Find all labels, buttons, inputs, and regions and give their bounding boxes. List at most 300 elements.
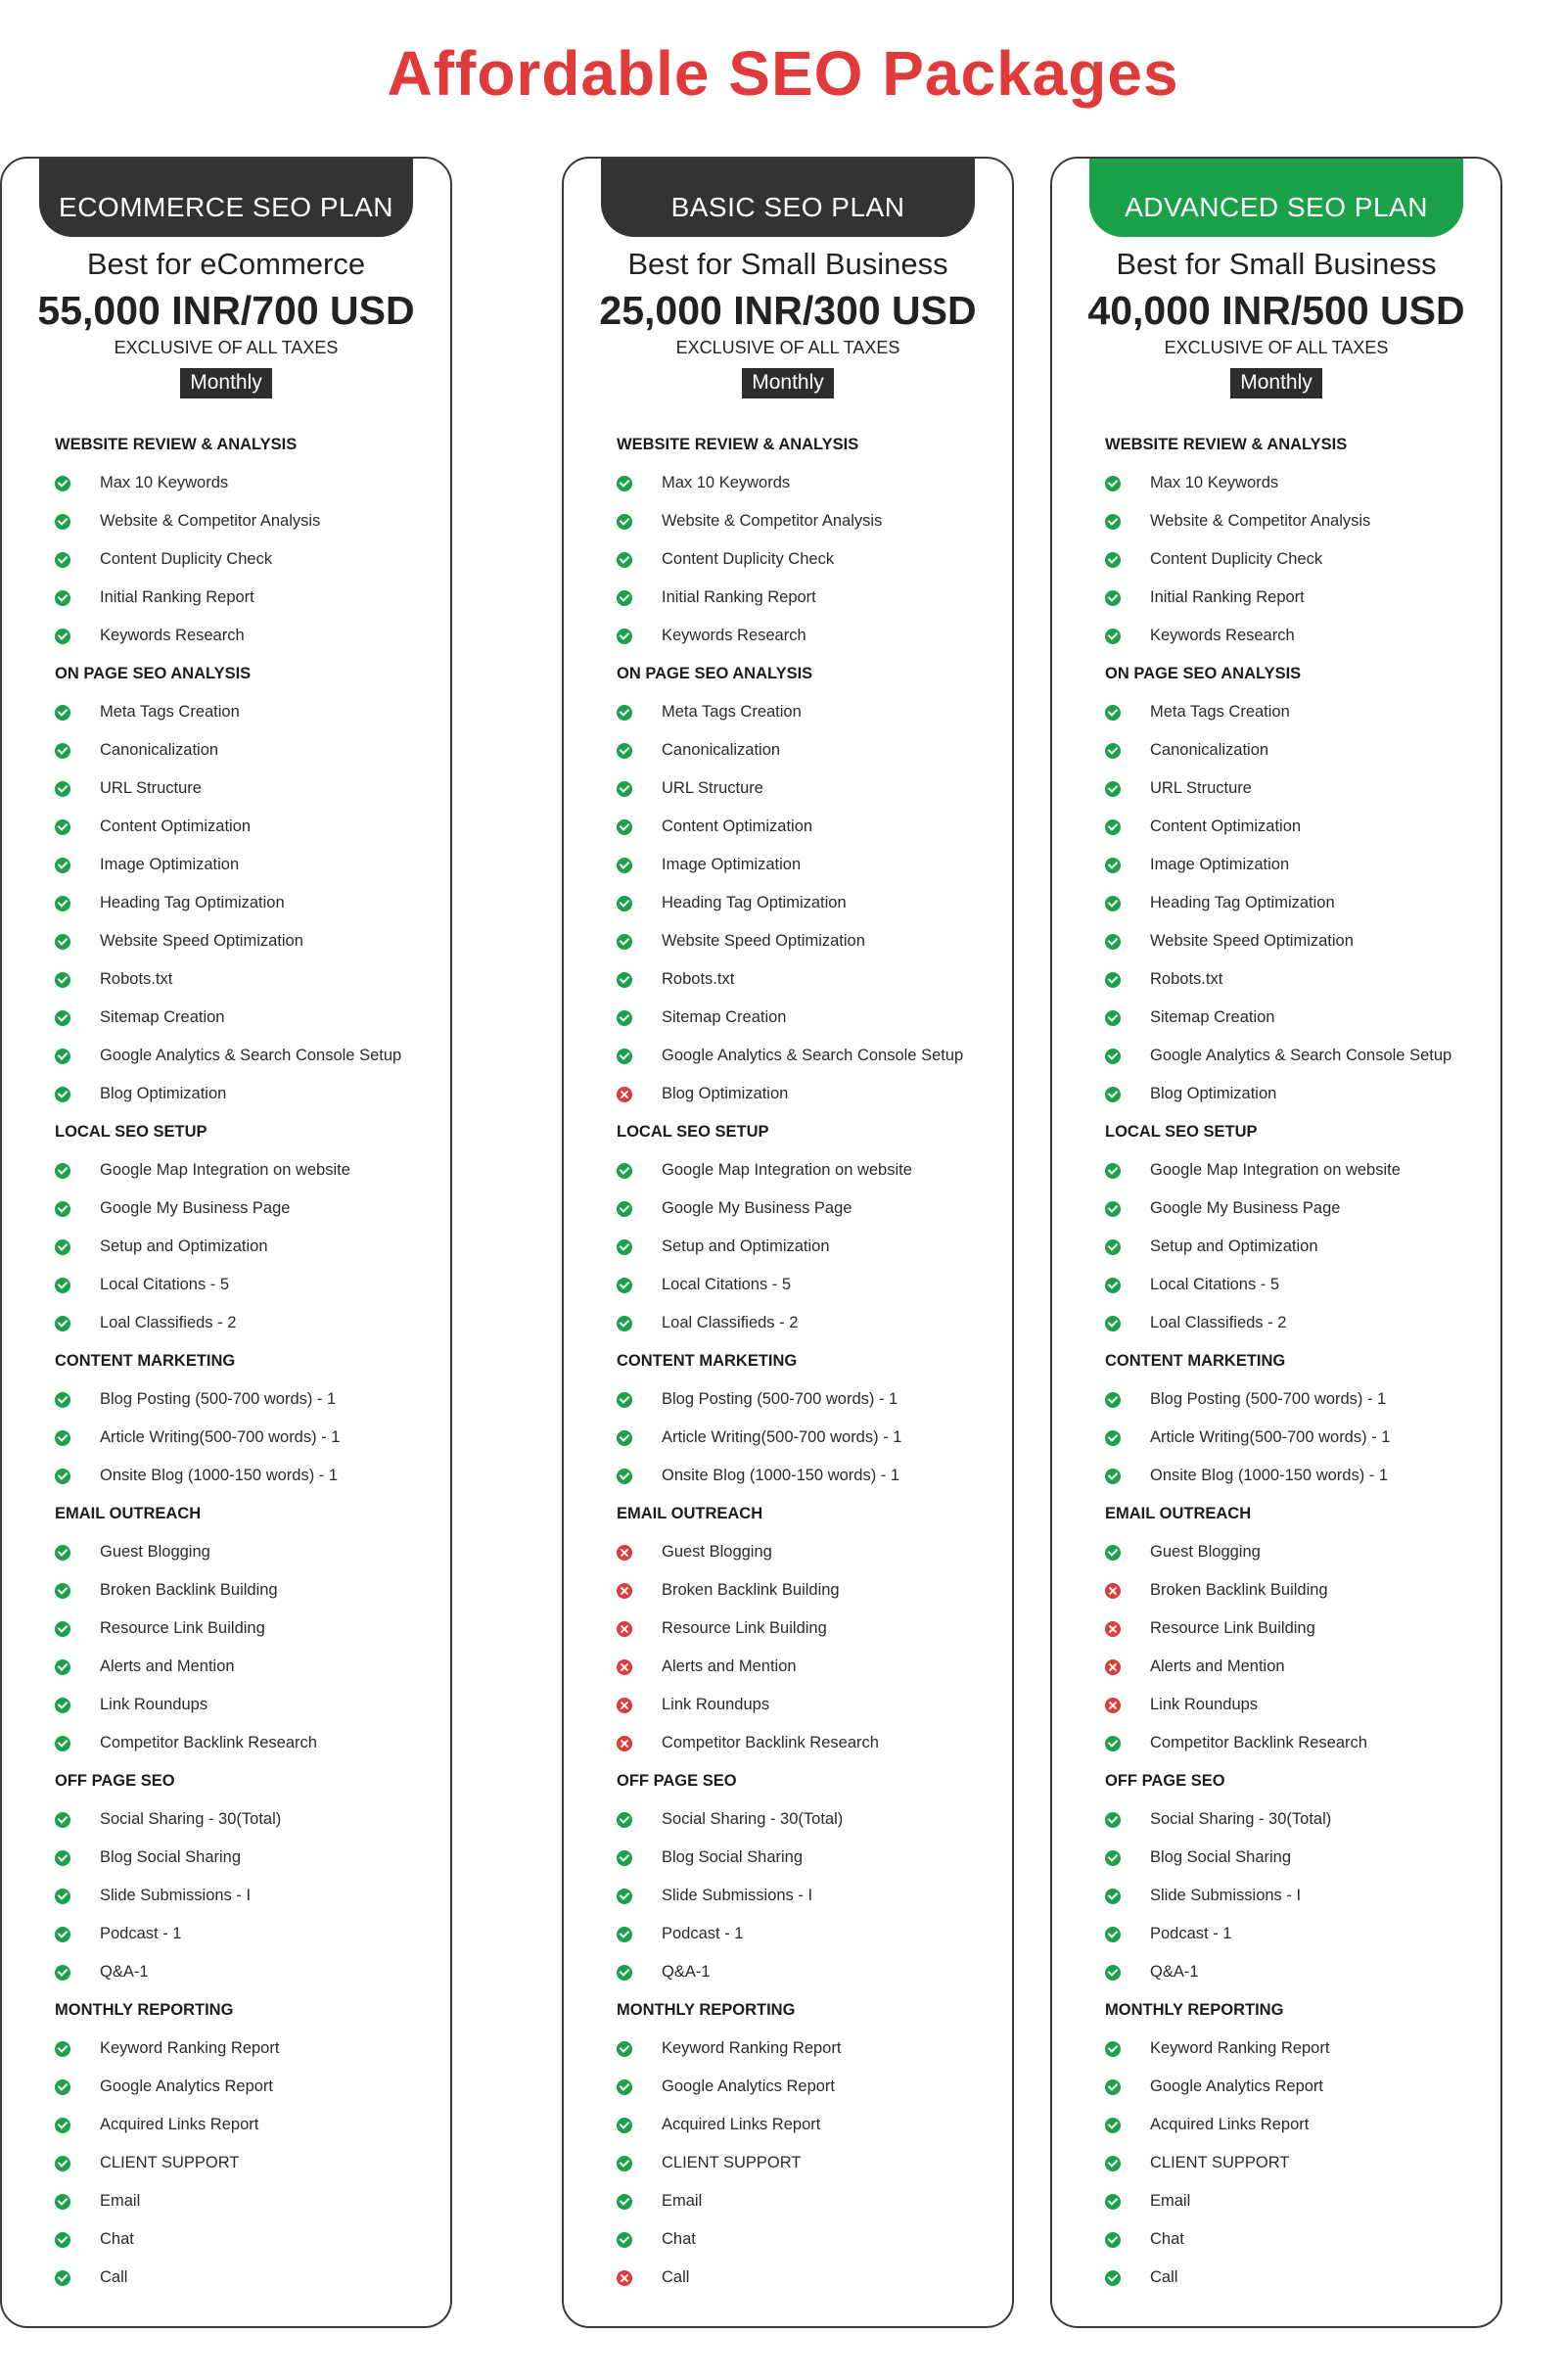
check-circle-icon (1105, 896, 1121, 911)
feature-item (2, 579, 450, 617)
feature-item (2, 1151, 450, 1190)
feature-item (2, 1915, 450, 1953)
section-heading: CONTENT MARKETING (1105, 1352, 1286, 1370)
feature-label: Resource Link Building (662, 1619, 827, 1637)
feature-label: Chat (100, 2230, 134, 2248)
feature-label: CLIENT SUPPORT (1150, 2154, 1290, 2171)
check-circle-icon (55, 1392, 70, 1408)
section-heading: MONTHLY REPORTING (1105, 2001, 1284, 2019)
feature-label: Call (662, 2268, 690, 2286)
feature-label: Content Duplicity Check (662, 550, 835, 568)
feature-label: Google Analytics Report (100, 2077, 274, 2095)
feature-item (1052, 884, 1500, 922)
feature-label: Call (1150, 2268, 1178, 2286)
check-circle-icon (55, 1850, 70, 1866)
cross-circle-icon (1105, 1698, 1121, 1713)
section-heading: EMAIL OUTREACH (617, 1505, 763, 1522)
plan-period-badge: Monthly (1230, 368, 1322, 398)
feature-label: Blog Social Sharing (662, 1848, 804, 1866)
feature-label: Local Citations - 5 (1150, 1276, 1280, 1293)
feature-label: Social Sharing - 30(Total) (100, 1810, 282, 1828)
feature-item (2, 1686, 450, 1724)
check-circle-icon (55, 1239, 70, 1255)
feature-label: Blog Social Sharing (1150, 1848, 1292, 1866)
check-circle-icon (1105, 1545, 1121, 1561)
feature-label: Slide Submissions - I (1150, 1887, 1302, 1904)
feature-label: URL Structure (100, 779, 202, 797)
plan-header: ADVANCED SEO PLAN (1089, 159, 1463, 237)
feature-item (2, 1266, 450, 1304)
section-heading: MONTHLY REPORTING (55, 2001, 234, 2019)
feature-item (2, 2106, 450, 2144)
feature-item (1052, 1151, 1500, 1190)
check-circle-icon (55, 1965, 70, 1981)
check-circle-icon (1105, 858, 1121, 873)
feature-item (564, 2106, 1012, 2144)
feature-label: Keyword Ranking Report (1150, 2039, 1330, 2057)
feature-item (1052, 1075, 1500, 1113)
feature-item (2, 1724, 450, 1762)
check-circle-icon (55, 1316, 70, 1331)
check-circle-icon (1105, 2232, 1121, 2248)
feature-label: Blog Posting (500-700 words) - 1 (1150, 1390, 1387, 1408)
check-circle-icon (55, 1927, 70, 1942)
cross-circle-icon (1105, 1659, 1121, 1675)
section-heading: LOCAL SEO SETUP (1105, 1123, 1258, 1141)
feature-label: Google Map Integration on website (100, 1161, 350, 1179)
feature-label: Heading Tag Optimization (662, 894, 847, 911)
feature-item (2, 2259, 450, 2297)
feature-label: Image Optimization (100, 856, 240, 873)
feature-label: Competitor Backlink Research (100, 1734, 317, 1751)
feature-item (564, 579, 1012, 617)
feature-label: Google My Business Page (662, 1199, 852, 1217)
feature-item (1052, 1190, 1500, 1228)
check-circle-icon (55, 781, 70, 797)
check-circle-icon (617, 476, 632, 491)
feature-label: Website & Competitor Analysis (1150, 512, 1371, 530)
check-circle-icon (55, 590, 70, 606)
feature-item (564, 617, 1012, 655)
section-heading: CONTENT MARKETING (617, 1352, 798, 1370)
check-circle-icon (1105, 1430, 1121, 1446)
feature-label: CLIENT SUPPORT (662, 2154, 802, 2171)
feature-label: Keywords Research (1150, 627, 1295, 644)
feature-label: Google Analytics & Search Console Setup (1150, 1047, 1452, 1064)
check-circle-icon (617, 1927, 632, 1942)
feature-item (564, 1839, 1012, 1877)
feature-label: Meta Tags Creation (100, 703, 240, 721)
feature-item (2, 464, 450, 502)
feature-item (1052, 1800, 1500, 1839)
feature-item (2, 2144, 450, 2182)
feature-label: Content Optimization (1150, 817, 1302, 835)
check-circle-icon (55, 1201, 70, 1217)
plan-period-badge: Monthly (742, 368, 834, 398)
feature-item (2, 999, 450, 1037)
feature-item (2, 960, 450, 999)
feature-item (1052, 1533, 1500, 1571)
feature-item (1052, 922, 1500, 960)
feature-item (2, 1800, 450, 1839)
feature-label: Blog Optimization (1150, 1085, 1277, 1102)
check-circle-icon (617, 1812, 632, 1828)
feature-item (564, 1915, 1012, 1953)
feature-label: Website Speed Optimization (100, 932, 303, 950)
check-circle-icon (617, 1049, 632, 1064)
feature-label: Q&A-1 (662, 1963, 711, 1981)
check-circle-icon (617, 705, 632, 721)
feature-item (1052, 464, 1500, 502)
check-circle-icon (1105, 743, 1121, 759)
feature-item (564, 1610, 1012, 1648)
check-circle-icon (617, 1010, 632, 1026)
feature-item (564, 1419, 1012, 1457)
plan-subtitle: Best for eCommerce (86, 247, 366, 281)
feature-item (564, 1304, 1012, 1342)
check-circle-icon (55, 1889, 70, 1904)
feature-item (2, 1037, 450, 1075)
feature-label: Q&A-1 (100, 1963, 149, 1981)
feature-item (564, 1953, 1012, 1991)
feature-item (1052, 2106, 1500, 2144)
feature-item (564, 2259, 1012, 2297)
feature-item (2, 540, 450, 579)
feature-item (2, 1648, 450, 1686)
plan-card-basic (562, 157, 1014, 2328)
check-circle-icon (55, 2079, 70, 2095)
feature-item (1052, 1266, 1500, 1304)
feature-label: Canonicalization (662, 741, 781, 759)
check-circle-icon (55, 1163, 70, 1179)
feature-label: Google My Business Page (100, 1199, 291, 1217)
section-heading: WEBSITE REVIEW & ANALYSIS (1105, 436, 1348, 453)
feature-item (1052, 1724, 1500, 1762)
feature-list (1052, 426, 1500, 2297)
feature-label: URL Structure (662, 779, 763, 797)
check-circle-icon (617, 1965, 632, 1981)
feature-item (1052, 1839, 1500, 1877)
section-heading: MONTHLY REPORTING (617, 2001, 796, 2019)
feature-item (1052, 1686, 1500, 1724)
plan-tax-note: EXCLUSIVE OF ALL TAXES (114, 338, 339, 357)
check-circle-icon (617, 2041, 632, 2057)
feature-label: Image Optimization (662, 856, 802, 873)
feature-item (1052, 540, 1500, 579)
check-circle-icon (55, 1736, 70, 1751)
feature-label: Article Writing(500-700 words) - 1 (1150, 1428, 1391, 1446)
feature-item (1052, 1228, 1500, 1266)
feature-label: Keywords Research (100, 627, 245, 644)
feature-label: Keywords Research (662, 627, 806, 644)
check-circle-icon (617, 1163, 632, 1179)
check-circle-icon (617, 1278, 632, 1293)
check-circle-icon (617, 2079, 632, 2095)
check-circle-icon (1105, 476, 1121, 491)
feature-item (564, 1533, 1012, 1571)
feature-label: Broken Backlink Building (100, 1581, 278, 1599)
feature-item (1052, 846, 1500, 884)
feature-item (2, 808, 450, 846)
feature-item (1052, 579, 1500, 617)
check-circle-icon (617, 743, 632, 759)
feature-label: Podcast - 1 (100, 1925, 182, 1942)
feature-item (2, 922, 450, 960)
feature-label: Local Citations - 5 (100, 1276, 230, 1293)
feature-label: Google Map Integration on website (662, 1161, 912, 1179)
feature-list (2, 426, 450, 2297)
feature-item (1052, 2259, 1500, 2297)
check-circle-icon (617, 2156, 632, 2171)
feature-label: Website Speed Optimization (662, 932, 865, 950)
feature-label: Sitemap Creation (1150, 1008, 1275, 1026)
feature-item (1052, 1953, 1500, 1991)
check-circle-icon (1105, 1163, 1121, 1179)
feature-item (2, 884, 450, 922)
feature-item (564, 884, 1012, 922)
feature-item (1052, 1037, 1500, 1075)
check-circle-icon (1105, 2194, 1121, 2210)
cross-circle-icon (617, 1736, 632, 1751)
plan-header: BASIC SEO PLAN (601, 159, 975, 237)
feature-item (2, 2182, 450, 2220)
feature-item (1052, 1648, 1500, 1686)
feature-label: Keyword Ranking Report (662, 2039, 842, 2057)
check-circle-icon (617, 2118, 632, 2133)
feature-item (564, 2144, 1012, 2182)
feature-item (1052, 808, 1500, 846)
check-circle-icon (1105, 705, 1121, 721)
feature-item (2, 1571, 450, 1610)
feature-label: Acquired Links Report (662, 2116, 821, 2133)
section-heading: OFF PAGE SEO (617, 1772, 737, 1790)
feature-item (1052, 2030, 1500, 2068)
feature-item (2, 1533, 450, 1571)
feature-label: Max 10 Keywords (662, 474, 791, 491)
feature-item (2, 1304, 450, 1342)
feature-label: Article Writing(500-700 words) - 1 (100, 1428, 341, 1446)
feature-item (564, 1648, 1012, 1686)
check-circle-icon (55, 858, 70, 873)
check-circle-icon (55, 1087, 70, 1102)
feature-label: Google Map Integration on website (1150, 1161, 1401, 1179)
check-circle-icon (617, 1430, 632, 1446)
feature-label: Link Roundups (1150, 1696, 1259, 1713)
feature-label: Chat (662, 2230, 696, 2248)
check-circle-icon (55, 1469, 70, 1484)
section-heading: WEBSITE REVIEW & ANALYSIS (55, 436, 298, 453)
section-heading: EMAIL OUTREACH (1105, 1505, 1252, 1522)
feature-label: Resource Link Building (1150, 1619, 1315, 1637)
feature-label: Alerts and Mention (1150, 1657, 1285, 1675)
check-circle-icon (55, 896, 70, 911)
feature-label: Loal Classifieds - 2 (662, 1314, 799, 1331)
check-circle-icon (1105, 1927, 1121, 1942)
feature-item (564, 1075, 1012, 1113)
section-heading: OFF PAGE SEO (55, 1772, 175, 1790)
cross-circle-icon (617, 2270, 632, 2286)
section-heading: ON PAGE SEO ANALYSIS (617, 665, 813, 682)
check-circle-icon (1105, 2041, 1121, 2057)
check-circle-icon (1105, 514, 1121, 530)
feature-item (2, 1457, 450, 1495)
feature-item (2, 1075, 450, 1113)
feature-item (564, 540, 1012, 579)
check-circle-icon (55, 476, 70, 491)
check-circle-icon (1105, 2079, 1121, 2095)
feature-item (2, 2068, 450, 2106)
feature-label: Setup and Optimization (662, 1237, 830, 1255)
feature-item (564, 2030, 1012, 2068)
check-circle-icon (1105, 552, 1121, 568)
plan-header: ECOMMERCE SEO PLAN (39, 159, 413, 237)
feature-label: Website & Competitor Analysis (662, 512, 883, 530)
section-heading: CONTENT MARKETING (55, 1352, 236, 1370)
feature-label: Google Analytics Report (662, 2077, 836, 2095)
feature-item (564, 1686, 1012, 1724)
cross-circle-icon (617, 1087, 632, 1102)
feature-label: Call (100, 2268, 128, 2286)
feature-item (564, 693, 1012, 731)
check-circle-icon (617, 2194, 632, 2210)
feature-label: Local Citations - 5 (662, 1276, 792, 1293)
feature-label: Content Optimization (662, 817, 813, 835)
check-circle-icon (1105, 1010, 1121, 1026)
feature-item (1052, 1419, 1500, 1457)
check-circle-icon (1105, 819, 1121, 835)
plan-price: 40,000 INR/500 USD (1087, 288, 1465, 333)
section-heading: ON PAGE SEO ANALYSIS (1105, 665, 1302, 682)
check-circle-icon (617, 972, 632, 988)
check-circle-icon (617, 819, 632, 835)
feature-label: Image Optimization (1150, 856, 1290, 873)
check-circle-icon (55, 1583, 70, 1599)
plan-price: 25,000 INR/300 USD (599, 288, 977, 333)
feature-label: Heading Tag Optimization (100, 894, 285, 911)
feature-item (2, 1228, 450, 1266)
feature-label: Content Duplicity Check (100, 550, 273, 568)
plan-subtitle: Best for Small Business (1116, 247, 1437, 281)
check-circle-icon (55, 629, 70, 644)
check-circle-icon (1105, 1889, 1121, 1904)
check-circle-icon (1105, 590, 1121, 606)
feature-label: Setup and Optimization (1150, 1237, 1318, 1255)
feature-label: Guest Blogging (662, 1543, 772, 1561)
feature-label: Blog Optimization (100, 1085, 227, 1102)
feature-item (1052, 502, 1500, 540)
feature-item (564, 922, 1012, 960)
feature-label: Email (1150, 2192, 1191, 2210)
check-circle-icon (55, 1812, 70, 1828)
feature-label: Blog Optimization (662, 1085, 789, 1102)
feature-item (2, 1380, 450, 1419)
check-circle-icon (1105, 2156, 1121, 2171)
check-circle-icon (55, 972, 70, 988)
check-circle-icon (1105, 2270, 1121, 2286)
check-circle-icon (1105, 1965, 1121, 1981)
feature-label: Q&A-1 (1150, 1963, 1199, 1981)
feature-label: Guest Blogging (100, 1543, 210, 1561)
feature-label: Competitor Backlink Research (1150, 1734, 1367, 1751)
feature-item (1052, 1380, 1500, 1419)
feature-item (2, 1419, 450, 1457)
feature-label: Acquired Links Report (100, 2116, 259, 2133)
feature-item (2, 731, 450, 770)
section-heading: ON PAGE SEO ANALYSIS (55, 665, 252, 682)
check-circle-icon (617, 552, 632, 568)
feature-item (1052, 999, 1500, 1037)
feature-item (564, 1228, 1012, 1266)
check-circle-icon (55, 934, 70, 950)
cross-circle-icon (1105, 1583, 1121, 1599)
feature-list (564, 426, 1012, 2297)
feature-label: Google My Business Page (1150, 1199, 1341, 1217)
section-heading: LOCAL SEO SETUP (55, 1123, 207, 1141)
feature-label: URL Structure (1150, 779, 1252, 797)
feature-label: Robots.txt (100, 970, 173, 988)
feature-label: CLIENT SUPPORT (100, 2154, 240, 2171)
feature-label: Meta Tags Creation (1150, 703, 1290, 721)
check-circle-icon (55, 2194, 70, 2210)
check-circle-icon (55, 2118, 70, 2133)
feature-item (564, 1380, 1012, 1419)
feature-item (1052, 1457, 1500, 1495)
section-heading: LOCAL SEO SETUP (617, 1123, 769, 1141)
feature-item (564, 731, 1012, 770)
feature-label: Google Analytics Report (1150, 2077, 1324, 2095)
feature-label: Sitemap Creation (100, 1008, 225, 1026)
feature-item (2, 502, 450, 540)
feature-label: Blog Posting (500-700 words) - 1 (100, 1390, 337, 1408)
feature-item (564, 2068, 1012, 2106)
feature-item (564, 1151, 1012, 1190)
feature-item (1052, 693, 1500, 731)
feature-label: Podcast - 1 (662, 1925, 744, 1942)
plan-period-badge: Monthly (180, 368, 272, 398)
check-circle-icon (617, 934, 632, 950)
section-heading: WEBSITE REVIEW & ANALYSIS (617, 436, 859, 453)
check-circle-icon (617, 629, 632, 644)
check-circle-icon (1105, 1812, 1121, 1828)
check-circle-icon (1105, 1278, 1121, 1293)
feature-item (564, 1877, 1012, 1915)
feature-label: Sitemap Creation (662, 1008, 787, 1026)
check-circle-icon (617, 590, 632, 606)
feature-label: Blog Social Sharing (100, 1848, 242, 1866)
feature-item (564, 846, 1012, 884)
check-circle-icon (55, 552, 70, 568)
check-circle-icon (55, 1049, 70, 1064)
check-circle-icon (1105, 1049, 1121, 1064)
plan-subtitle: Best for Small Business (627, 247, 948, 281)
feature-item (2, 846, 450, 884)
section-heading: OFF PAGE SEO (1105, 1772, 1225, 1790)
check-circle-icon (1105, 1736, 1121, 1751)
feature-item (1052, 1610, 1500, 1648)
feature-item (564, 2182, 1012, 2220)
feature-item (564, 2220, 1012, 2259)
feature-item (2, 1953, 450, 1991)
feature-item (564, 960, 1012, 999)
feature-label: Max 10 Keywords (1150, 474, 1279, 491)
feature-label: Website Speed Optimization (1150, 932, 1354, 950)
feature-label: Acquired Links Report (1150, 2116, 1310, 2133)
check-circle-icon (617, 858, 632, 873)
feature-item (564, 1457, 1012, 1495)
check-circle-icon (1105, 1316, 1121, 1331)
check-circle-icon (55, 2041, 70, 2057)
feature-label: Link Roundups (662, 1696, 770, 1713)
